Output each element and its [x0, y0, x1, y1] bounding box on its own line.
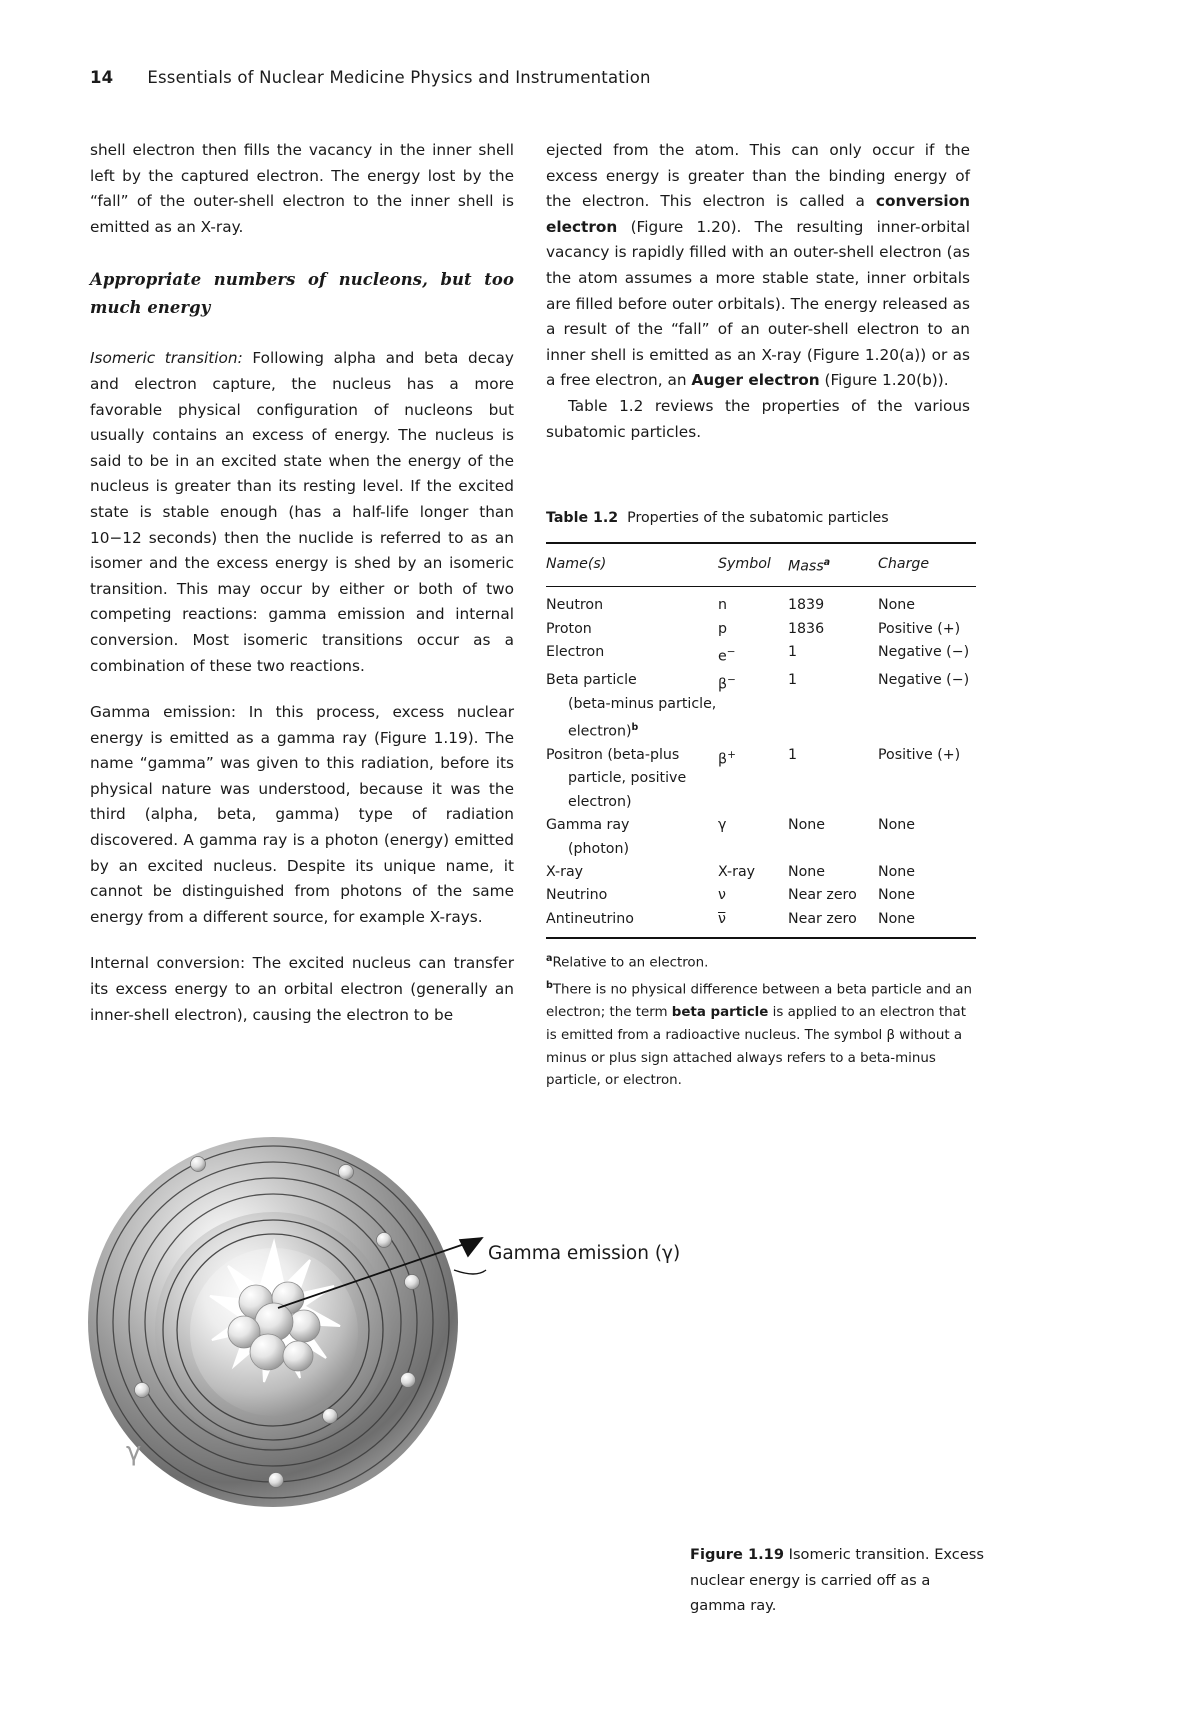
cell-name: Antineutrino — [546, 910, 634, 927]
table-number: Table 1.2 — [546, 510, 619, 526]
footnote-a-text: Relative to an electron. — [552, 955, 709, 971]
cell-mass: Near zero — [788, 910, 857, 927]
cell-charge: Negative (−) — [878, 643, 970, 660]
cell-symbol: ν̅ — [718, 910, 726, 927]
table-body — [546, 587, 976, 938]
footnote-b-text-2: is applied to an electron that is emitted from a radioactive nucleus. The symbol β without a minus or plus sign attached always refers to a beta-minus particle, or electron. — [546, 1005, 967, 1089]
name-main: Gamma ray — [546, 817, 630, 834]
cell-symbol — [718, 641, 788, 669]
cell-symbol — [718, 669, 788, 744]
cell-symbol: n — [718, 597, 727, 614]
table-row — [546, 744, 976, 814]
running-head — [90, 68, 990, 87]
right-column — [546, 138, 970, 445]
section-subheading: Appropriate numbers of nucleons, but too much energy — [90, 270, 514, 318]
cell-mass: 1 — [788, 643, 798, 660]
figure-number: Figure 1.19 — [690, 1546, 784, 1563]
table-bottom-rule — [546, 937, 976, 939]
figure-1-19-illustration — [78, 1090, 718, 1560]
cell-charge: Positive (+) — [878, 620, 961, 637]
table-row — [546, 861, 976, 884]
cell-symbol: γ — [718, 817, 727, 834]
symbol-superscript: + — [727, 749, 736, 762]
name-main: Beta particle — [546, 672, 637, 689]
table-row — [546, 814, 976, 861]
footnote-b-term: beta particle — [671, 1005, 769, 1021]
col-header-name: Name(s) — [546, 543, 718, 587]
cell-charge: None — [878, 817, 916, 834]
atom-diagram-svg — [78, 1090, 718, 1560]
left-column — [90, 138, 514, 1028]
table-row — [546, 641, 976, 669]
table-header-row — [546, 543, 976, 587]
footnote-b — [546, 975, 976, 1092]
symbol-superscript: − — [726, 645, 736, 658]
properties-table — [546, 542, 976, 937]
conv-text-b: (Figure 1.20). The resulting inner-orbital vacancy is rapidly filled with an outer-shell electron (as the atom assumes a more stable state, inner orbitals are filled before outer orbitals). The energy released as a result of the “fall” of an outer-shell electron to an inner shell is emitted as an X-ray (Figure 1.20(a)) or as a free electron, an — [546, 217, 970, 390]
cell-name — [546, 669, 718, 744]
footnote-a-marker: a — [546, 953, 553, 965]
table-caption-text: Properties of the subatomic particles — [627, 510, 889, 526]
conv-text-c: (Figure 1.20(b)). — [819, 371, 949, 390]
paragraph-internal-conversion: Internal conversion: The excited nucleus can transfer its excess energy to an orbital electron (generally an inner-shell electron), causing the electron to be — [90, 954, 514, 1024]
cell-symbol: X-ray — [718, 864, 756, 881]
table-row — [546, 587, 976, 618]
footnote-b-marker: b — [546, 980, 553, 992]
gamma-emission-label: Gamma emission (γ) — [488, 1243, 681, 1264]
cell-charge: None — [878, 864, 916, 881]
table-footnotes — [546, 948, 976, 1093]
label-leader-line — [454, 1270, 486, 1274]
footnote-marker-b: b — [631, 721, 639, 733]
isomeric-transition-body: Following alpha and beta decay and electron capture, the nucleus has a more favorable physical configuration of nucleons but usually contains an excess of energy. The nucleus is said to be in an excited state when the energy of the nucleus is greater than its resting level. If the excited state is stable enough (has a half-life longer than 10−12 seconds) then the nuclide is referred to as an isomer and the excess energy is shed by an isomeric transition. This may occur by either or both of two competing reactions: gamma emission and internal conversion. Most isomeric transitions occur as a combination of these two reactions. — [90, 349, 514, 675]
page-number: 14 — [90, 68, 114, 87]
table-row — [546, 908, 976, 937]
cell-charge: Negative (−) — [878, 672, 970, 689]
col-header-charge: Charge — [878, 543, 976, 587]
term-conversion-electron: conversion electron — [546, 192, 970, 236]
cell-mass: 1839 — [788, 597, 825, 614]
paragraph-shell-electron: shell electron then fills the vacancy in the inner shell left by the captured electron. The energy lost by the “fall” of the outer-shell electron to the inner shell is emitted as an X-ray. — [90, 141, 514, 236]
table-row — [546, 669, 976, 744]
cell-name: Electron — [546, 643, 605, 660]
col-header-mass-text: Mass — [788, 558, 824, 575]
isomeric-transition-lead: Isomeric transition: — [90, 349, 243, 368]
cell-mass: None — [788, 864, 826, 881]
cell-symbol — [718, 744, 788, 814]
cell-charge: Positive (+) — [878, 747, 961, 764]
paragraph-isomeric-transition — [90, 346, 514, 679]
name-sub-text: (beta-minus particle, electron) — [568, 695, 717, 740]
table-1-2 — [546, 508, 976, 1093]
cell-mass: 1836 — [788, 620, 825, 637]
paragraph-conversion-electron — [546, 138, 970, 394]
cell-mass: None — [788, 817, 826, 834]
symbol-base: β — [718, 751, 728, 768]
cell-name: Neutron — [546, 597, 604, 614]
cell-mass: 1 — [788, 747, 798, 764]
cell-name — [546, 814, 718, 861]
footnote-a — [546, 948, 976, 975]
footnote-marker-a: a — [823, 557, 831, 568]
cell-charge: None — [878, 597, 916, 614]
cell-name — [546, 744, 718, 814]
footnote-b-text-1: There is no physical difference between a beta particle and an electron; the term — [546, 982, 972, 1021]
table-row — [546, 618, 976, 641]
col-header-mass — [788, 543, 878, 587]
cell-charge: None — [878, 887, 916, 904]
book-title: Essentials of Nuclear Medicine Physics and Instrumentation — [147, 68, 651, 87]
paragraph-gamma-emission: Gamma emission: In this process, excess nuclear energy is emitted as a gamma ray (Figure 1.19). The name “gamma” was given to this radiation, before its physical nature was understood, because it was the third (alpha, beta, gamma) type of radiation discovered. A gamma ray is a photon (energy) emitted by an excited nucleus. Despite its unique name, it cannot be distinguished from photons of the same energy from a different source, for example X-rays. — [90, 703, 514, 926]
figure-caption-text: Isomeric transition. Excess nuclear energy is carried off as a gamma ray. — [690, 1546, 985, 1614]
symbol-base: β — [718, 676, 728, 693]
paragraph-table-intro: Table 1.2 reviews the properties of the various subatomic particles. — [546, 396, 970, 441]
symbol-base: e — [718, 648, 727, 665]
figure-caption — [690, 1542, 990, 1619]
name-main: Positron (beta-plus — [546, 747, 680, 764]
name-sub: (photon) — [568, 840, 629, 857]
col-header-symbol: Symbol — [718, 543, 788, 587]
cell-charge: None — [878, 910, 916, 927]
symbol-superscript: − — [727, 674, 736, 687]
cell-name: Proton — [546, 620, 592, 637]
table-caption — [546, 508, 976, 528]
table-row — [546, 884, 976, 907]
name-sub — [546, 693, 718, 745]
cell-mass: 1 — [788, 672, 798, 689]
name-sub: particle, positive electron) — [568, 770, 687, 810]
cell-name: X-ray — [546, 864, 584, 881]
cell-symbol: p — [718, 620, 728, 637]
cell-mass: Near zero — [788, 887, 857, 904]
cell-symbol: ν — [718, 887, 726, 904]
conv-text-a: ejected from the atom. This can only occur if the excess energy is greater than the binding energy of the electron. This electron is called a — [546, 141, 970, 211]
gamma-glyph-decoration: γ — [126, 1437, 142, 1467]
term-auger-electron: Auger electron — [691, 371, 820, 390]
cell-name: Neutrino — [546, 887, 608, 904]
